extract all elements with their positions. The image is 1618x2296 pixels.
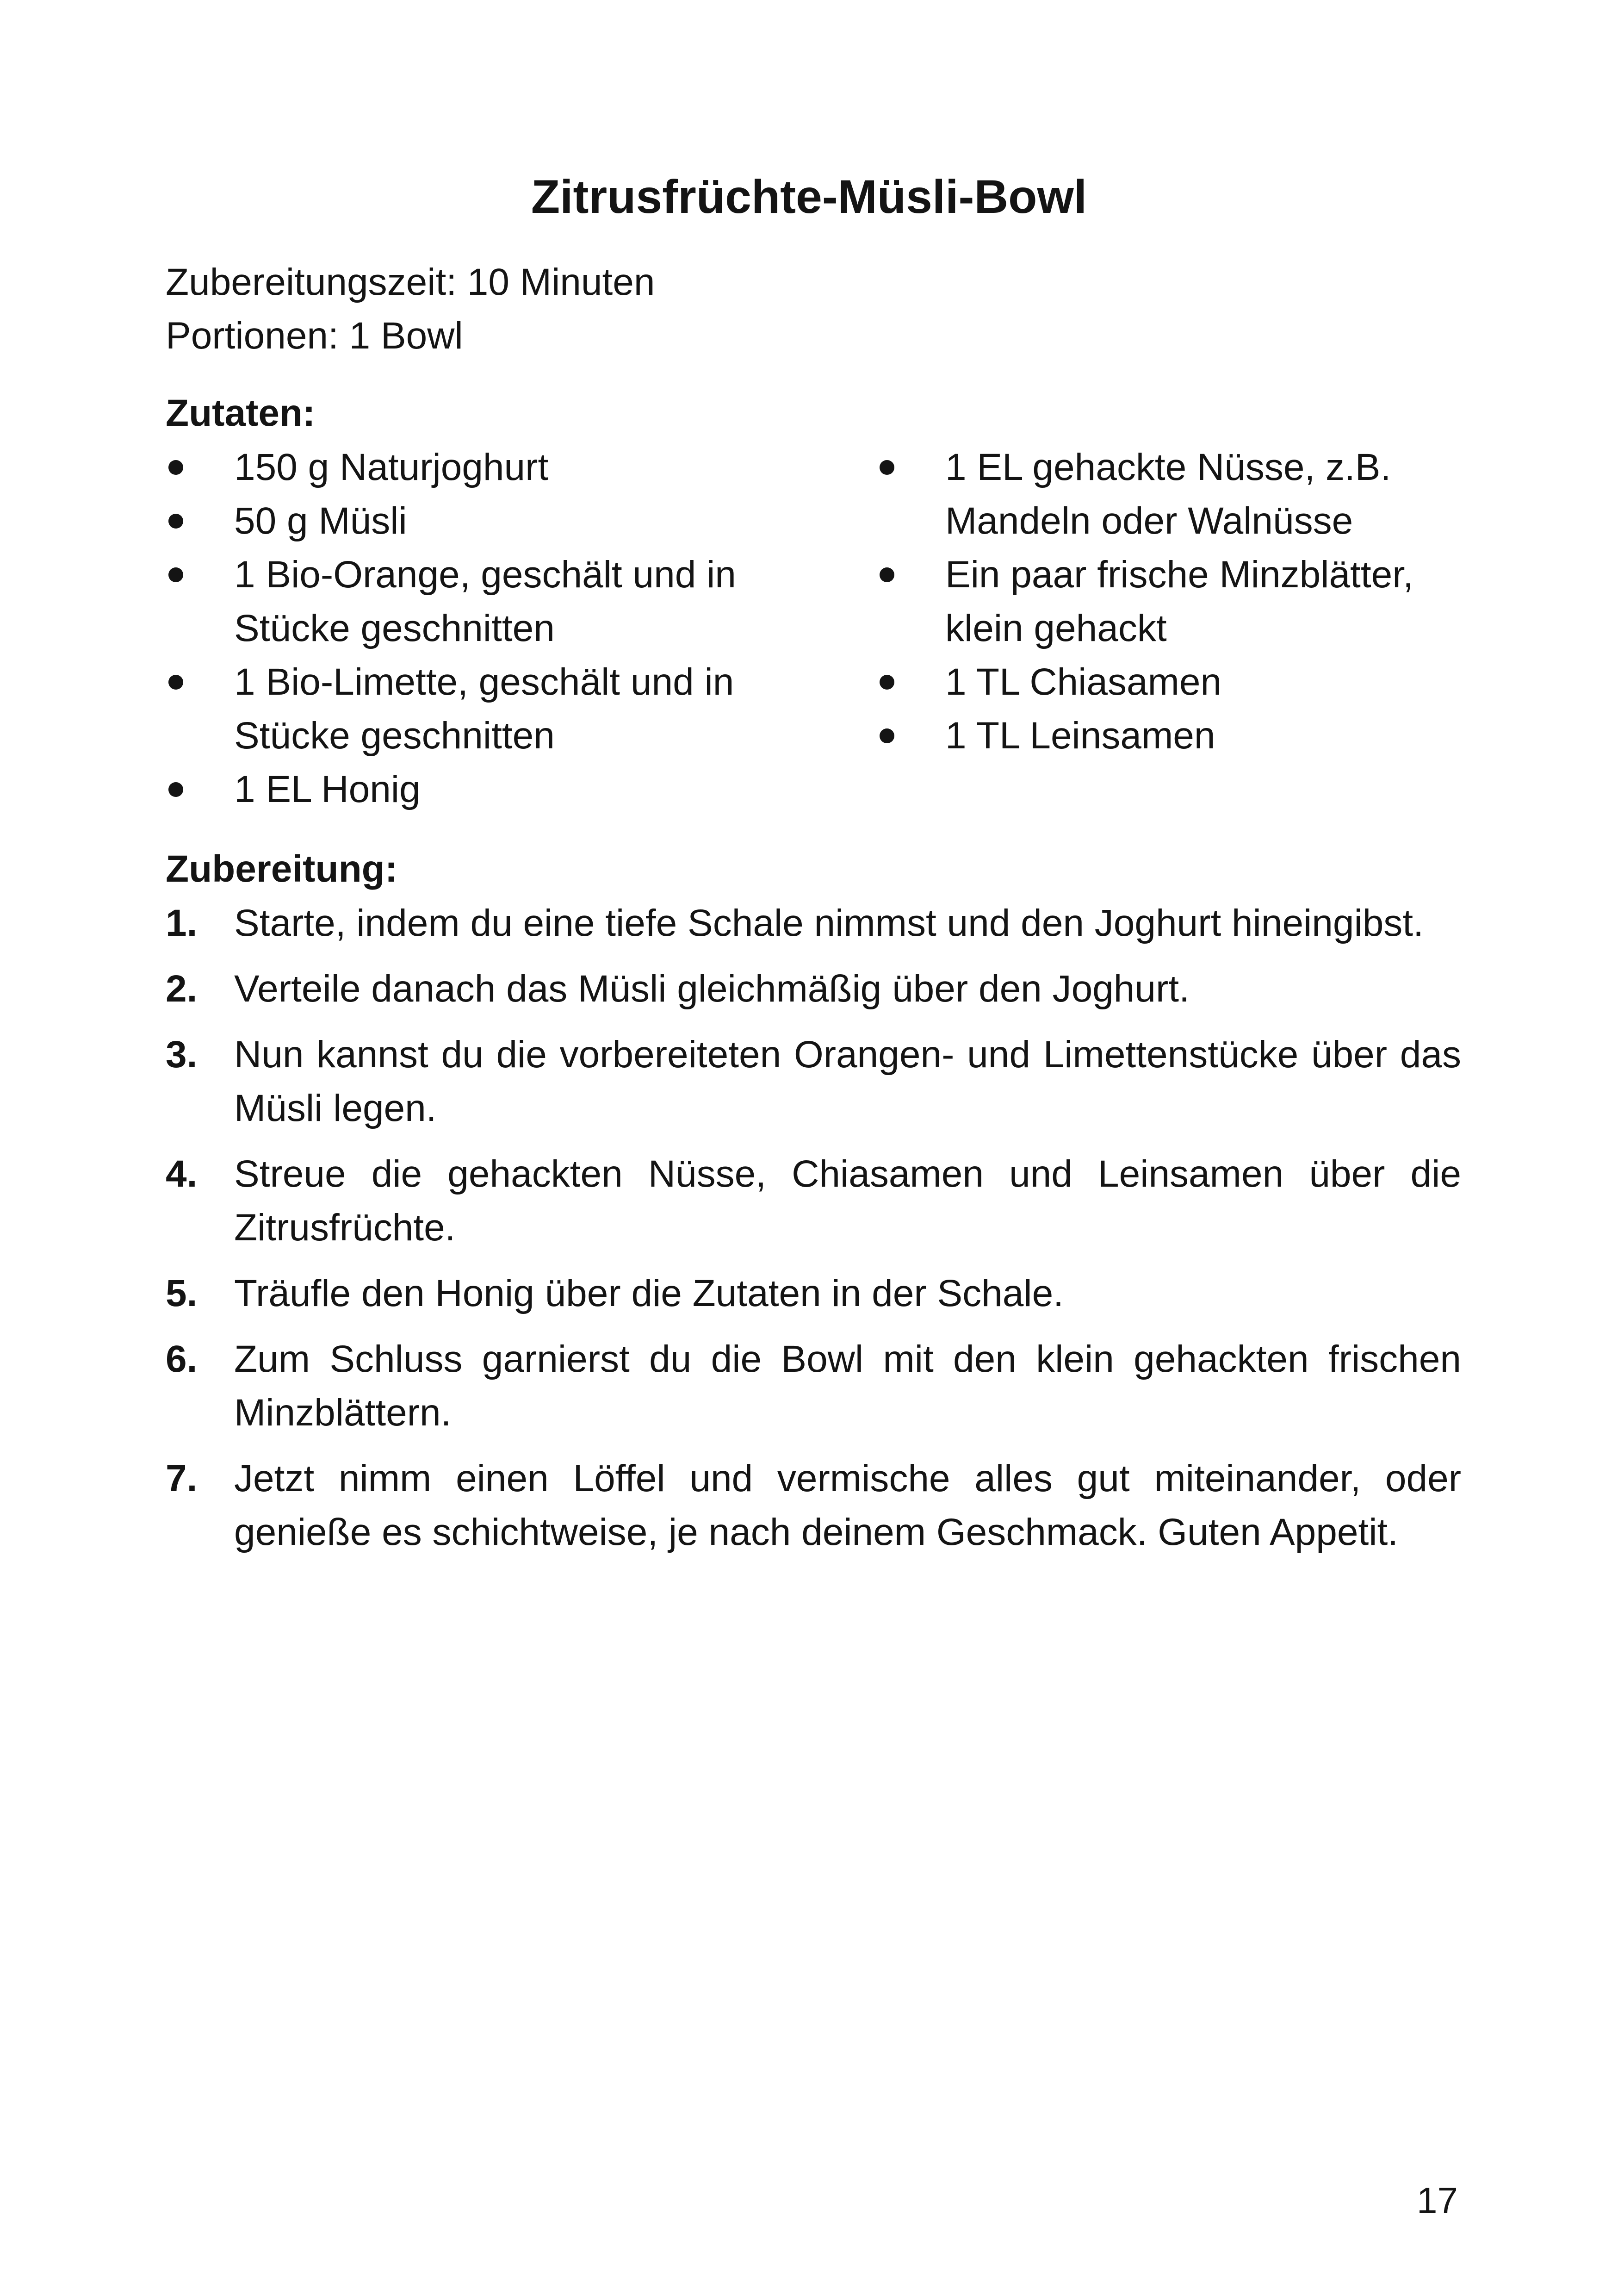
ingredient-item [166,655,744,763]
bullet-icon [880,728,894,743]
step-text: Jetzt nimm einen Löffel und vermische alles gut miteinander, oder genieße es schichtweise, je nach deinem Geschmack. Guten Appetit. [234,1457,1461,1553]
step-number: 2. [166,968,198,1010]
ingredient-text: 1 TL Chiasamen [945,661,1222,703]
bullet-icon [168,675,183,690]
ingredient-text: 1 EL gehackte Nüsse, z.B. Mandeln oder Walnüsse [945,446,1391,542]
ingredient-text: 1 Bio-Limette, geschält und in Stücke geschnitten [234,661,734,757]
bullet-icon [168,567,183,582]
ingredient-text: 1 Bio-Orange, geschält und in Stücke geschnitten [234,554,736,649]
ingredient-text: 150 g Naturjoghurt [234,446,549,488]
step-item [166,1147,1461,1255]
step-number: 5. [166,1272,198,1314]
step-number: 3. [166,1033,198,1076]
step-number: 6. [166,1338,198,1380]
step-item [166,1267,1461,1320]
step-text: Nun kannst du die vorbereiteten Orangen- und Limettenstücke über das Müsli legen. [234,1033,1461,1129]
bullet-icon [168,782,183,797]
step-item [166,1028,1461,1135]
step-text: Zum Schluss garnierst du die Bowl mit den klein gehackten frischen Minzblättern. [234,1338,1461,1434]
step-item [166,962,1461,1016]
ingredient-item [166,441,744,494]
ingredient-item [166,548,744,655]
bullet-icon [880,460,894,475]
ingredient-text: 1 TL Leinsamen [945,715,1215,757]
ingredient-item [877,548,1478,655]
preparation-steps [166,896,1461,1571]
ingredient-text: 1 EL Honig [234,768,421,810]
step-text: Verteile danach das Müsli gleichmäßig über den Joghurt. [234,968,1190,1010]
step-text: Träufle den Honig über die Zutaten in der Schale. [234,1272,1064,1314]
step-number: 1. [166,902,198,944]
ingredients-list-right [877,441,1478,763]
page-number: 17 [1417,2180,1458,2221]
ingredient-text: Ein paar frische Minzblätter, klein gehackt [945,554,1413,649]
ingredient-item [877,655,1478,709]
portions: Portionen: 1 Bowl [166,315,463,357]
ingredients-list-left [166,441,744,816]
step-item [166,1332,1461,1440]
bullet-icon [168,514,183,529]
step-text: Streue die gehackten Nüsse, Chiasamen und Leinsamen über die Zitrusfrüchte. [234,1153,1461,1249]
bullet-icon [880,567,894,582]
recipe-title: Zitrusfrüchte-Müsli-Bowl [531,170,1087,223]
step-text: Starte, indem du eine tiefe Schale nimmst und den Joghurt hineingibst. [234,902,1424,944]
ingredients-heading: Zutaten: [166,392,316,434]
step-item [166,1452,1461,1559]
ingredient-text: 50 g Müsli [234,500,407,542]
ingredient-item [166,494,744,548]
preparation-heading: Zubereitung: [166,848,398,890]
step-number: 4. [166,1153,198,1195]
step-number: 7. [166,1457,198,1500]
bullet-icon [880,675,894,690]
ingredient-item [877,709,1478,763]
step-item [166,896,1461,950]
bullet-icon [168,460,183,475]
ingredient-item [877,441,1478,548]
ingredient-item [166,763,744,816]
prep-time: Zubereitungszeit: 10 Minuten [166,261,655,303]
